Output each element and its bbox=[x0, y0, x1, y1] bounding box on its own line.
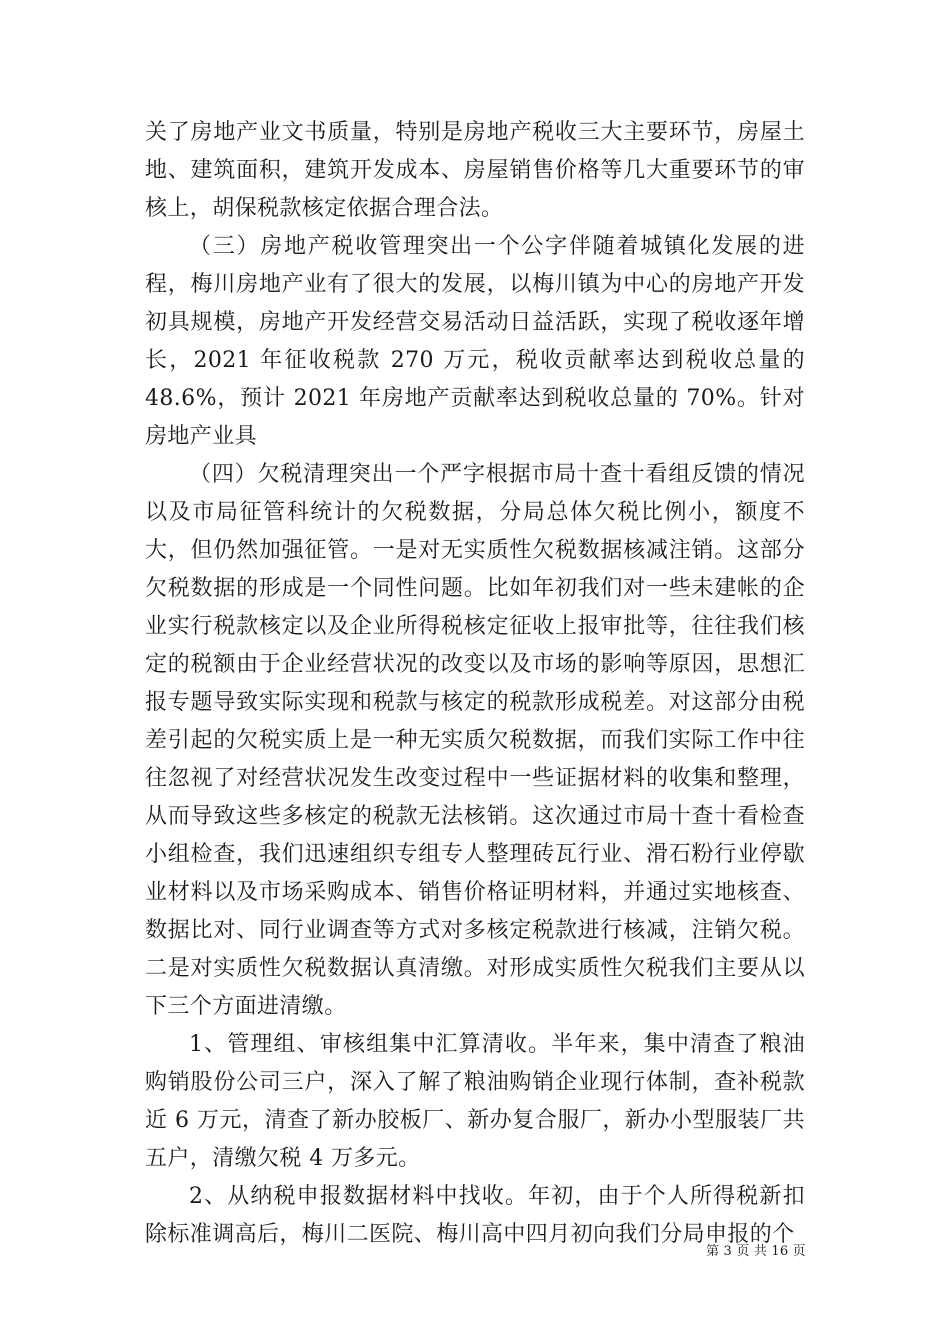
paragraph-continuation: 关了房地产业文书质量，特别是房地产税收三大主要环节，房屋土地、建筑面积，建筑开发成本、房屋销售价格等几大重要环节的审核上，胡保税款核定依据合理合法。 bbox=[145, 120, 805, 221]
paragraph-item-1: 1、管理组、审核组集中汇算清收。半年来，集中清查了粮油购销股份公司三户，深入了解了粮油购销企业现行体制，查补税款近 6 万元，清查了新办胶板厂、新办复合服厂，新办小型服装厂共五户，清缴欠税 4 万多元。 bbox=[145, 1032, 805, 1171]
page-number: 第 3 页 共 16 页 bbox=[706, 1244, 806, 1259]
paragraph-arrears-cleanup: （四）欠税清理突出一个严字根据市局十查十看组反馈的情况以及市局征管科统计的欠税数据，分局总体欠税比例小，额度不大，但仍然加强征管。一是对无实质性欠税数据核减注销。这部分欠税数据的形成是一个同性问题。比如年初我们对一些未建帐的企业实行税款核定以及企业所得税核定征收上报审批等，往往我们核定的税额由于企业经营状况的改变以及市场的影响等原因，思想汇报专题导致实际实现和税款与核定的税款形成税差。对这部分由税差引起的欠税实质上是一种无实质欠税数据，而我们实际工作中往往忽视了对经营状况发生改变过程中一些证据材料的收集和整理，从而导致这些多核定的税款无法核销。这次通过市局十查十看检查小组检查，我们迅速组织专组专人整理砖瓦行业、滑石粉行业停歇业材料以及市场采购成本、销售价格证明材料，并通过实地核查、数据比对、同行业调查等方式对多核定税款进行核减，注销欠税。二是对实质性欠税数据认真清缴。对形成实质性欠税我们主要从以下三个方面进清缴。 bbox=[145, 462, 805, 1019]
paragraph-item-2: 2、从纳税申报数据材料中找收。年初，由于个人所得税新扣除标准调高后，梅川二医院、梅川高中四月初向我们分局申报的个 bbox=[145, 1184, 805, 1247]
document-body bbox=[145, 114, 805, 1254]
paragraph-real-estate-tax: （三）房地产税收管理突出一个公字伴随着城镇化发展的进程，梅川房地产业有了很大的发展，以梅川镇为中心的房地产开发初具规模，房地产开发经营交易活动日益活跃，实现了税收逐年增长，2021 年征收税款 270 万元，税收贡献率达到税收总量的 48.6%，预计 2021 年房地产贡献率达到税收总量的 70%。针对房地产业具 bbox=[145, 234, 805, 449]
